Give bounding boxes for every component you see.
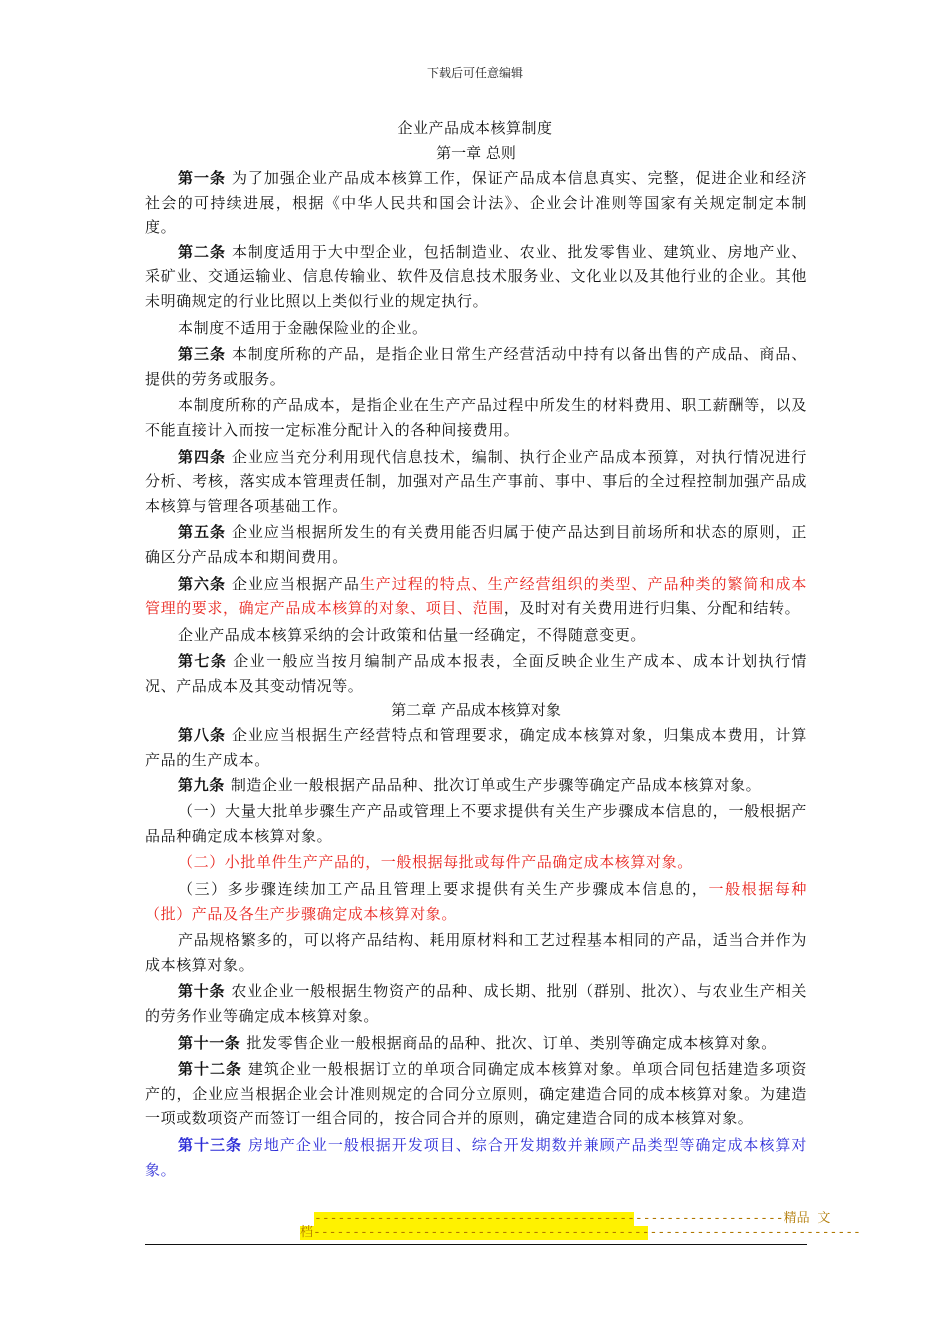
article-text: 企业应当充分利用现代信息技术，编制、执行企业产品成本预算，对执行情况进行分析、考核，落实成本管理责任制，加强对产品生产事前、事中、事后的全过程控制加强产品成本核算与管理各项基础工作。 bbox=[145, 447, 807, 515]
article-text: 批发零售企业一般根据商品的品种、批次、订单、类别等确定成本核算对象。 bbox=[246, 1033, 777, 1052]
article-8 bbox=[145, 723, 807, 772]
article-5 bbox=[145, 520, 807, 569]
chapter-heading-1: 第一章 总则 bbox=[436, 144, 516, 162]
paragraph: 企业产品成本核算采纳的会计政策和估量一经确定，不得随意变更。 bbox=[178, 625, 647, 644]
article-label: 第六条 bbox=[178, 574, 226, 593]
article-10 bbox=[145, 979, 807, 1028]
article-4 bbox=[145, 445, 807, 519]
article-6 bbox=[145, 572, 807, 621]
article-label: 第十一条 bbox=[178, 1033, 241, 1052]
list-item-2: （二）小批单件生产产品的，一般根据每批或每件产品确定成本核算对象。 bbox=[178, 853, 693, 872]
footer-rule bbox=[145, 1244, 807, 1245]
highlighted-text-red: 一般根据每种（批）产品及各生产步骤确定成本核算对象。 bbox=[145, 880, 807, 923]
document-title: 企业产品成本核算制度 bbox=[397, 119, 553, 137]
article-label: 第十三条 bbox=[178, 1135, 242, 1154]
article-label: 第五条 bbox=[178, 523, 226, 542]
footer-watermark bbox=[300, 1211, 861, 1240]
list-item-3 bbox=[145, 877, 807, 926]
article-text: 企业应当根据产品 bbox=[231, 574, 360, 593]
article-label: 第七条 bbox=[178, 652, 228, 671]
article-text: 建筑企业一般根据订立的单项合同确定成本核算对象。单项合同包括建造多项资产的，企业应当根据企业会计准则规定的合同分立原则，确定建造合同的成本核算对象。为建造一项或数项资产而签订一组合同的，按合同合并的原则，确定建造合同的成本核算对象。 bbox=[145, 1060, 807, 1128]
document-body bbox=[145, 141, 807, 1182]
list-item-1: （一）大量大批单步骤生产产品或管理上不要求提供有关生产步骤成本信息的，一般根据产品品种确定成本核算对象。 bbox=[145, 802, 807, 845]
article-label: 第三条 bbox=[178, 345, 226, 364]
article-text: 为了加强企业产品成本核算工作，保证产品成本信息真实、完整，促进企业和经济社会的可持续进展，根据《中华人民共和国会计法》、企业会计准则等国家有关规定制定本制度。 bbox=[145, 169, 807, 237]
article-text: 农业企业一般根据生物资产的品种、成长期、批别（群别、批次）、与农业生产相关的劳务作业等确定成本核算对象。 bbox=[145, 982, 807, 1025]
article-label: 第九条 bbox=[178, 775, 225, 794]
highlighted-text-red: 生产过程的特点、生产经营组织的类型、产品种类的繁简和成本管理的要求，确定产品成本核算的对象、项目、范围 bbox=[145, 574, 807, 618]
article-text: 企业应当根据所发生的有关费用能否归属于使产品达到目前场所和状态的原则，正确区分产品成本和期间费用。 bbox=[145, 523, 807, 566]
article-12 bbox=[145, 1057, 807, 1131]
article-7 bbox=[145, 649, 807, 698]
article-11 bbox=[145, 1031, 807, 1056]
article-3 bbox=[145, 342, 807, 391]
paragraph: 产品规格繁多的，可以将产品结构、耗用原材料和工艺过程基本相同的产品，适当合并作为成本核算对象。 bbox=[145, 931, 807, 974]
article-text: 企业应当根据生产经营特点和管理要求，确定成本核算对象，归集成本费用，计算产品的生产成本。 bbox=[145, 726, 807, 770]
paragraph: 本制度所称的产品成本，是指企业在生产产品过程中所发生的材料费用、职工薪酬等，以及不能直接计入而按一定标准分配计入的各种间接费用。 bbox=[145, 396, 807, 439]
paragraph: 本制度不适用于金融保险业的企业。 bbox=[178, 318, 428, 337]
article-1 bbox=[145, 166, 807, 240]
article-text: 企业一般应当按月编制产品成本报表，全面反映企业生产成本、成本计划执行情况、产品成本及其变动情况等。 bbox=[145, 652, 807, 695]
article-label: 第十条 bbox=[178, 982, 226, 1001]
article-13 bbox=[145, 1133, 807, 1182]
article-text: 制造企业一般根据产品品种、批次订单或生产步骤等确定产品成本核算对象。 bbox=[230, 775, 762, 794]
article-label: 第一条 bbox=[178, 169, 226, 187]
footer-line-2: 档---------------------------------------------------------------------- bbox=[300, 1225, 861, 1240]
list-item-text: （三）多步骤连续加工产品且管理上要求提供有关生产步骤成本信息的， bbox=[178, 880, 709, 899]
article-9 bbox=[145, 773, 807, 798]
article-label: 第八条 bbox=[178, 726, 226, 745]
article-text: ，及时对有关费用进行归集、分配和结转。 bbox=[503, 599, 801, 618]
chapter-heading-2: 第二章 产品成本核算对象 bbox=[391, 701, 561, 720]
article-label: 第四条 bbox=[178, 447, 226, 466]
article-text: 本制度所称的产品，是指企业日常生产经营活动中持有以备出售的产成品、商品、提供的劳务或服务。 bbox=[145, 345, 807, 388]
download-note: 下载后可任意编辑 bbox=[426, 66, 523, 80]
article-text: 本制度适用于大中型企业，包括制造业、农业、批发零售业、建筑业、房地产业、采矿业、交通运输业、信息传输业、软件及信息技术服务业、文化业以及其他行业的企业。其他未明确规定的行业比照以上类似行业的规定执行。 bbox=[145, 242, 807, 310]
article-text: 房地产企业一般根据开发项目、综合开发期数并兼顾产品类型等确定成本核算对象。 bbox=[145, 1135, 807, 1179]
article-label: 第二条 bbox=[178, 242, 226, 261]
article-2 bbox=[145, 240, 807, 314]
footer-line-1: ------------------------------------------------------------精品 文 bbox=[314, 1211, 831, 1226]
article-label: 第十二条 bbox=[178, 1060, 242, 1079]
